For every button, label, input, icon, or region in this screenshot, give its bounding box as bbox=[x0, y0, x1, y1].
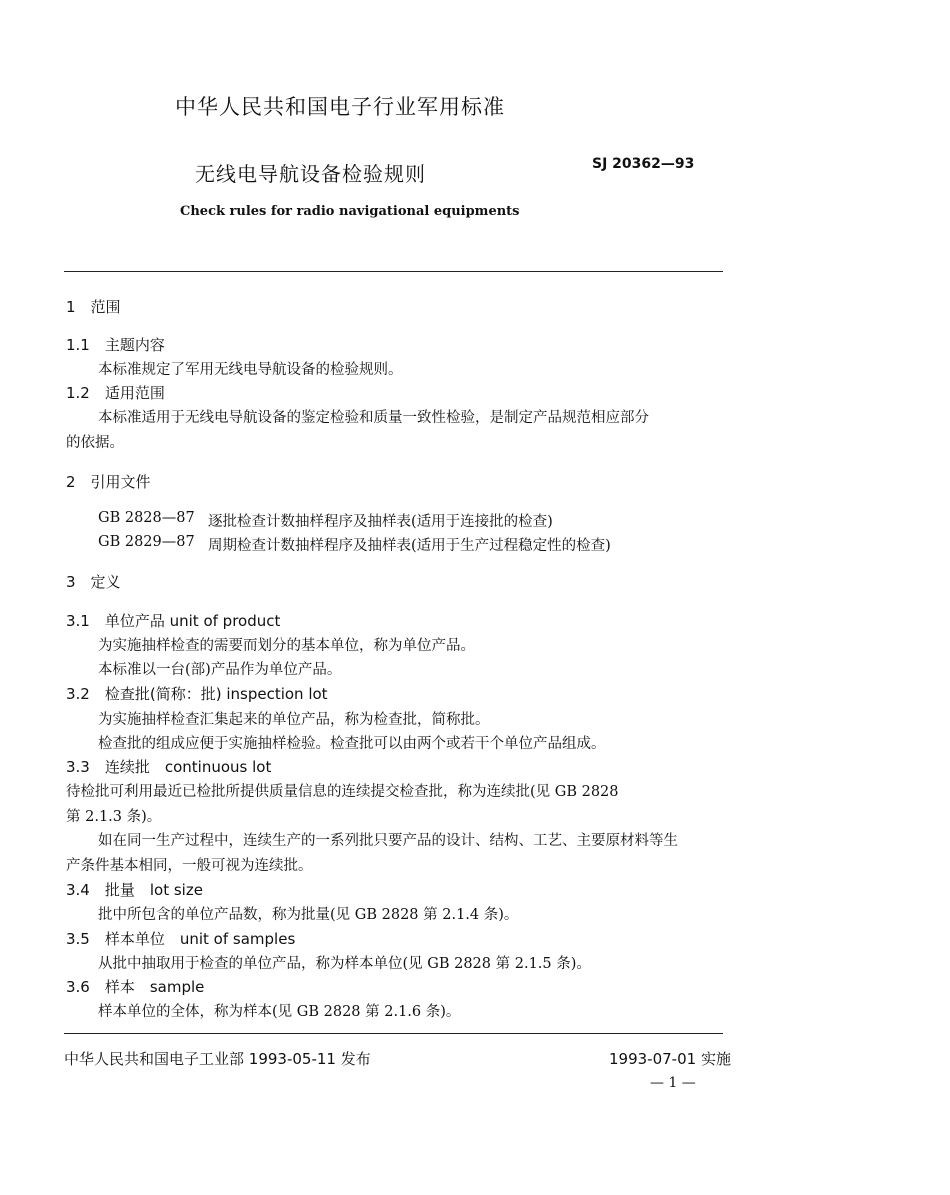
page-number: — 1 — bbox=[650, 1075, 696, 1091]
footer-divider bbox=[64, 1033, 723, 1034]
section-3-4-heading: 3.4 批量 lot size bbox=[66, 881, 203, 899]
section-1-1-text: 本标准规定了军用无线电导航设备的检验规则。 bbox=[98, 362, 403, 378]
reference-title: 逐批检查计数抽样程序及抽样表(适用于连接批的检查) bbox=[208, 514, 553, 530]
reference-code: GB 2829—87 bbox=[98, 534, 195, 550]
section-3-3-heading: 3.3 连续批 continuous lot bbox=[66, 758, 272, 776]
issue-date: 中华人民共和国电子工业部 1993-05-11 发布 bbox=[64, 1050, 371, 1068]
header-divider bbox=[64, 271, 723, 272]
section-3-3-line4: 产条件基本相同，一般可视为连续批。 bbox=[66, 858, 313, 874]
document-title-cn: 无线电导航设备检验规则 bbox=[195, 162, 426, 186]
standard-code: SJ 20362—93 bbox=[592, 156, 695, 172]
section-3-2-heading: 3.2 检查批(简称：批) inspection lot bbox=[66, 685, 328, 703]
section-2-heading: 2 引用文件 bbox=[66, 473, 151, 491]
section-1-1-heading: 1.1 主题内容 bbox=[66, 336, 165, 354]
section-1-2-text-line2: 的依据。 bbox=[66, 435, 124, 451]
section-3-6-line1: 样本单位的全体，称为样本(见 GB 2828 第 2.1.6 条)。 bbox=[98, 1004, 461, 1020]
section-1-2-heading: 1.2 适用范围 bbox=[66, 384, 165, 402]
section-1-heading: 1 范围 bbox=[66, 298, 121, 316]
industry-standard-title: 中华人民共和国电子行业军用标准 bbox=[175, 95, 505, 119]
reference-title: 周期检查计数抽样程序及抽样表(适用于生产过程稳定性的检查) bbox=[208, 538, 611, 554]
section-3-5-line1: 从批中抽取用于检查的单位产品，称为样本单位(见 GB 2828 第 2.1.5 条)。 bbox=[98, 956, 591, 972]
section-3-4-line1: 批中所包含的单位产品数，称为批量(见 GB 2828 第 2.1.4 条)。 bbox=[98, 907, 519, 923]
section-3-3-line1: 待检批可利用最近已检批所提供质量信息的连续提交检查批，称为连续批(见 GB 2828 bbox=[66, 784, 619, 800]
document-title-en: Check rules for radio navigational equipments bbox=[180, 204, 520, 219]
section-1-2-text-line1: 本标准适用于无线电导航设备的鉴定检验和质量一致性检验，是制定产品规范相应部分 bbox=[98, 410, 649, 426]
reference-code: GB 2828—87 bbox=[98, 510, 195, 526]
effective-date: 1993-07-01 实施 bbox=[609, 1050, 731, 1068]
section-3-heading: 3 定义 bbox=[66, 573, 121, 591]
section-3-1-line2: 本标准以一台(部)产品作为单位产品。 bbox=[98, 662, 342, 678]
section-3-1-line1: 为实施抽样检查的需要而划分的基本单位，称为单位产品。 bbox=[98, 638, 475, 654]
section-3-6-heading: 3.6 样本 sample bbox=[66, 978, 205, 996]
section-3-2-line1: 为实施抽样检查汇集起来的单位产品，称为检查批，简称批。 bbox=[98, 712, 490, 728]
section-3-2-line2: 检查批的组成应便于实施抽样检验。检查批可以由两个或若干个单位产品组成。 bbox=[98, 736, 606, 752]
section-3-5-heading: 3.5 样本单位 unit of samples bbox=[66, 930, 296, 948]
section-3-1-heading: 3.1 单位产品 unit of product bbox=[66, 612, 281, 630]
section-3-3-line3: 如在同一生产过程中，连续生产的一系列批只要产品的设计、结构、工艺、主要原材料等生 bbox=[98, 833, 678, 849]
section-3-3-line2: 第 2.1.3 条)。 bbox=[66, 809, 162, 825]
